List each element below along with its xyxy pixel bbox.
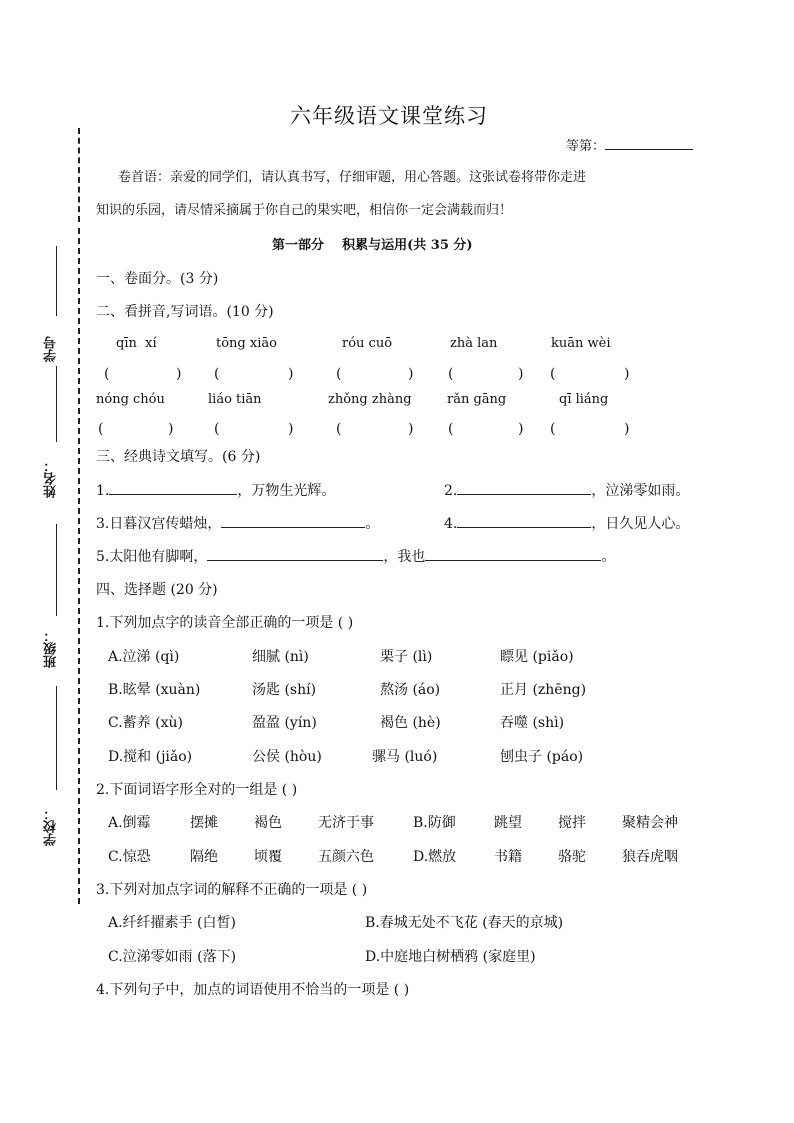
q4-2-r2-1: C.惊恐: [108, 849, 151, 865]
q4-2-r1-8: 聚精会神: [622, 815, 678, 831]
q4-1-b2: 汤匙 (shí): [252, 682, 317, 698]
paren-open: (: [448, 366, 454, 382]
poem-3-suffix: 。: [365, 516, 380, 532]
poem-1-prefix: 1.: [96, 483, 110, 499]
q4-2-r1-3: 褐色: [254, 815, 282, 831]
paren-open: (: [336, 366, 342, 382]
paren-open: (: [550, 366, 556, 382]
intro-line-2: 知识的乐园，请尽情采摘属于你自己的果实吧，相信你一定会满载而归！: [96, 203, 513, 218]
q1-title: 一、卷面分。(3 分): [96, 271, 219, 287]
school-line: [56, 686, 57, 790]
poem-line-4: [444, 513, 689, 533]
grade-blank: [605, 135, 693, 150]
poem-2-prefix: 2.: [444, 483, 458, 499]
q4-1-a1: A.泣涕 (qì): [108, 649, 180, 665]
poem-1-suffix: ，万物生光辉。: [237, 483, 336, 499]
q4-1-d4: 刨虫子 (páo): [500, 749, 584, 765]
poem-5-prefix: 5.太阳他有脚啊，: [96, 549, 208, 565]
pinyin-2-2: liáo tiān: [208, 392, 262, 407]
poem-5-suffix: 。: [601, 549, 616, 565]
pinyin-2-1: nóng chóu: [96, 392, 165, 407]
poem-line-2: [444, 480, 689, 500]
q4-1-a4: 瞟见 (piǎo): [500, 649, 574, 665]
q4-1-b1: B.眩晕 (xuàn): [108, 682, 201, 698]
pinyin-1-2: tōng xiāo: [216, 336, 277, 351]
q4-1-a2: 细腻 (nì): [252, 649, 309, 665]
q4-2-r1-5: B.防御: [413, 815, 456, 831]
grade-label-text: 等第：: [566, 139, 606, 154]
pinyin-1-1: qīn xí: [116, 336, 157, 351]
q4-3-d: D.中庭地白树栖鸦 (家庭里): [365, 949, 536, 965]
page-title: 六年级语文课堂练习: [290, 104, 488, 128]
grade-label: [566, 135, 693, 154]
poem-3-prefix: 3.日暮汉宫传蜡烛，: [96, 516, 222, 532]
paren-close: ): [408, 366, 414, 382]
q4-2-r2-7: 骆驼: [558, 849, 586, 865]
student-no-line: [56, 246, 57, 316]
paren-open: (: [214, 366, 220, 382]
intro-line-1: 卷首语：亲爱的同学们，请认真书写，仔细审题，用心答题。这张试卷将带你走进: [118, 170, 587, 185]
poem-4-prefix: 4.: [444, 516, 458, 532]
paren-open: (: [214, 421, 220, 437]
paren-close: ): [624, 366, 630, 382]
q4-1-c2: 盈盈 (yín): [252, 715, 317, 731]
q3-title: 三、经典诗文填写。(6 分): [96, 449, 261, 465]
q4-2-r1-4: 无济于事: [318, 815, 374, 831]
pinyin-2-4: rǎn gāng: [447, 392, 507, 407]
poem-5-blank-2[interactable]: [425, 546, 601, 561]
q4-2-r2-4: 五颜六色: [318, 849, 374, 865]
binding-dash-top: [78, 128, 80, 222]
school-label: 学校：: [44, 807, 59, 846]
poem-3-blank[interactable]: [221, 513, 365, 528]
poem-2-suffix: ，泣涕零如雨。: [591, 483, 690, 499]
q4-1-d1: D.搅和 (jiǎo): [108, 749, 193, 765]
q4-2-r1-1: A.倒霉: [108, 815, 151, 831]
name-label: 姓名：: [44, 459, 59, 498]
q4-1-d2: 公侯 (hòu): [252, 749, 322, 765]
q4-2-r2-2: 隔绝: [190, 849, 218, 865]
class-line: [56, 524, 57, 616]
poem-4-suffix: ，日久见人心。: [591, 516, 690, 532]
poem-1-blank[interactable]: [109, 480, 237, 495]
q4-1-a3: 栗子 (lì): [380, 649, 433, 665]
poem-4-blank[interactable]: [457, 513, 591, 528]
pinyin-1-5: kuān wèi: [551, 336, 611, 351]
q4-1-c1: C.蓄养 (xù): [108, 715, 183, 731]
paren-close: ): [624, 421, 630, 437]
q4-1-stem: 1.下列加点字的读音全部正确的一项是 ( ): [96, 615, 354, 631]
q4-1-b4: 正月 (zhēng): [500, 682, 587, 698]
q4-3-b: B.春城无处不飞花 (春天的京城): [365, 915, 564, 931]
q4-2-r1-6: 跳望: [494, 815, 522, 831]
q4-1-c4: 吞噬 (shì): [500, 715, 565, 731]
paren-open: (: [336, 421, 342, 437]
q4-2-r2-6: 书籍: [494, 849, 522, 865]
paren-close: ): [168, 421, 174, 437]
paren-open: (: [550, 421, 556, 437]
q4-1-b3: 熬汤 (áo): [380, 682, 441, 698]
poem-2-blank[interactable]: [457, 480, 591, 495]
poem-line-5: [96, 546, 615, 566]
binding-dash-main: [78, 228, 80, 904]
part1-heading: 第一部分 积累与运用(共 35 分): [272, 238, 473, 253]
pinyin-1-3: róu cuō: [342, 336, 393, 351]
poem-5-mid: ，我也: [383, 549, 426, 565]
pinyin-2-3: zhǒng zhàng: [328, 392, 412, 407]
q4-2-r2-5: D.燃放: [413, 849, 457, 865]
q4-2-r2-3: 顷覆: [254, 849, 282, 865]
pinyin-1-4: zhà lan: [450, 336, 498, 351]
q4-1-d3: 骡马 (luó): [372, 749, 438, 765]
paren-close: ): [288, 421, 294, 437]
class-label: 班级：: [44, 629, 59, 668]
q4-3-a: A.纤纤擢素手 (白皙): [108, 915, 236, 931]
q4-1-c3: 褐色 (hè): [380, 715, 441, 731]
poem-line-1: [96, 480, 335, 500]
q4-2-r1-7: 搅拌: [558, 815, 586, 831]
name-line: [56, 366, 57, 442]
student-no-label: 学号: [44, 336, 59, 362]
paren-close: ): [408, 421, 414, 437]
q4-3-c: C.泣涕零如雨 (落下): [108, 949, 237, 965]
q2-title: 二、看拼音,写词语。(10 分): [96, 304, 274, 320]
q4-2-r1-2: 摆摊: [190, 815, 218, 831]
q4-title: 四、选择题 (20 分): [96, 582, 218, 598]
paren-open: (: [98, 421, 104, 437]
paren-close: ): [518, 421, 524, 437]
poem-5-blank-1[interactable]: [207, 546, 383, 561]
pinyin-2-5: qī liáng: [559, 392, 609, 407]
paren-open: (: [448, 421, 454, 437]
paren-open: (: [104, 366, 110, 382]
q4-3-stem: 3.下列对加点字词的解释不正确的一项是 ( ): [96, 882, 368, 898]
paren-close: ): [288, 366, 294, 382]
q4-2-r2-8: 狼吞虎咽: [622, 849, 678, 865]
poem-line-3: [96, 513, 379, 533]
paren-close: ): [176, 366, 182, 382]
q4-2-stem: 2.下面词语字形全对的一组是 ( ): [96, 782, 298, 798]
q4-4-stem: 4.下列句子中，加点的词语使用不恰当的一项是 ( ): [96, 982, 410, 998]
paren-close: ): [518, 366, 524, 382]
